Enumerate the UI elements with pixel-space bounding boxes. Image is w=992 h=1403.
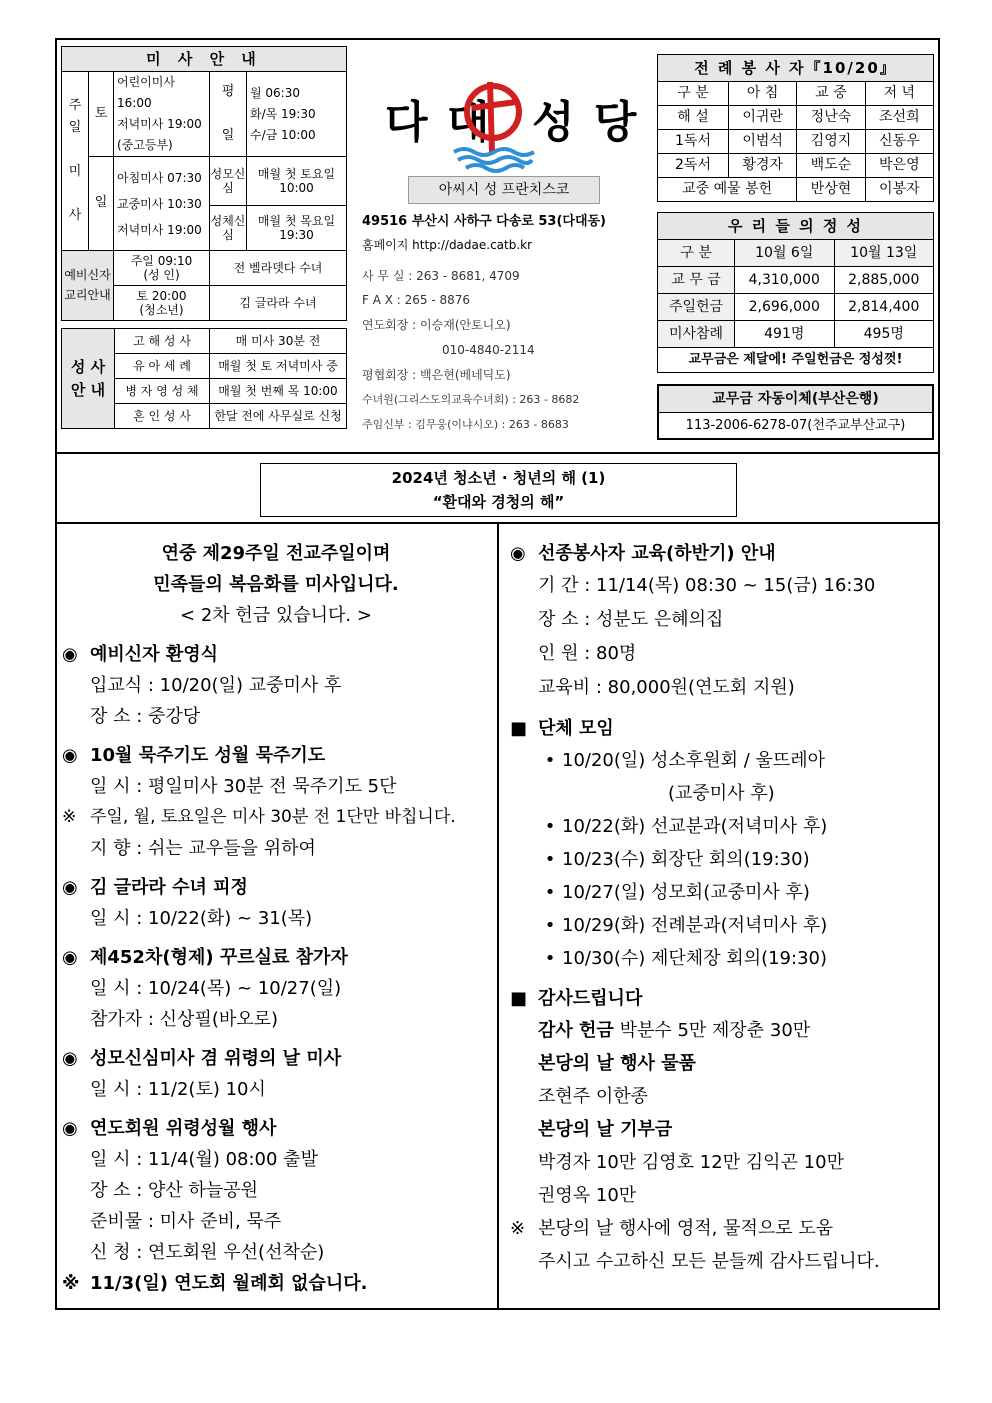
thanks-line: 조현주 이한종 <box>538 1086 649 1107</box>
year-theme-line1: 2024년 청소년 · 청년의 해 (1) <box>391 469 606 487</box>
servers-cell: 백도순 <box>797 154 865 178</box>
servers-offering-label: 교중 예물 봉헌 <box>658 178 797 202</box>
offerings-note: 교무금은 제달에! 주일헌금은 정성껏! <box>658 348 934 373</box>
thanks-line: 박경자 10만 김영호 12만 김익곤 10만 <box>538 1152 844 1173</box>
divider-header <box>55 452 940 454</box>
offerings-title: 우 리 들 의 정 성 <box>658 213 934 240</box>
meeting-item: • 10/23(수) 회장단 회의(19:30) <box>510 843 935 876</box>
notice-title: ◉ 연도회원 위령성월 행사 <box>62 1113 490 1144</box>
note-mark-icon: ※ <box>62 1273 80 1294</box>
notice-note: ※ 11/3(일) 연도회 월례회 없습니다. <box>62 1268 490 1299</box>
heart-jesus-time: 매월 첫 목요일 19:30 <box>247 206 347 251</box>
offerings-value: 2,885,000 <box>834 267 934 294</box>
dot-bullet-icon: • <box>544 750 556 771</box>
offerings-value: 495명 <box>834 321 934 348</box>
weekday-times: 월 06:30 화/목 19:30 수/금 10:00 <box>247 72 347 157</box>
auto-transfer-title: 교무금 자동이체(부산은행) <box>659 386 932 413</box>
catechumen-youth: 토 20:00 (청소년) <box>114 286 210 321</box>
parish-homepage: 홈페이지 http://dadae.catb.kr <box>362 238 533 252</box>
parish-name-right: 성 당 <box>532 97 639 148</box>
servers-cell: 황경자 <box>729 154 797 178</box>
radio-bullet-icon: ◉ <box>510 543 526 564</box>
notice-line: 일 시 : 평일미사 30분 전 묵주기도 5단 <box>90 776 397 797</box>
servers-role: 1독서 <box>658 130 729 154</box>
radio-bullet-icon: ◉ <box>62 877 78 898</box>
sacrament-name: 혼 인 성 사 <box>115 404 210 429</box>
thanks-label: 본당의 날 기부금 <box>538 1119 673 1140</box>
meeting-item: • 10/22(화) 선교분과(저녁미사 후) <box>510 810 935 843</box>
notice-line: 일 시 : 11/4(월) 08:00 출발 <box>90 1149 318 1170</box>
meeting-item: • 10/27(일) 성모회(교중미사 후) <box>510 876 935 909</box>
servers-header: 구 분 <box>658 82 729 106</box>
catechumen-adult: 주일 09:10 (성 인) <box>114 251 210 286</box>
auto-transfer-account: 113-2006-6278-07(천주교부산교구) <box>685 418 906 433</box>
saturday-masses: 어린이미사 16:00 저녁미사 19:00 (중고등부) <box>114 72 210 157</box>
catechumen-adult-teacher: 전 벨라뎃다 수녀 <box>210 251 347 286</box>
catechumen-youth-teacher: 김 글라라 수녀 <box>210 286 347 321</box>
notice-line: 지 향 : 쉬는 교우들을 위하여 <box>90 838 316 859</box>
notice-title: ◉ 성모신심미사 겸 위령의 날 미사 <box>62 1043 490 1074</box>
sacrament-label: 성 사 안 내 <box>62 329 115 429</box>
sacrament-time: 매월 첫 번째 목 10:00 <box>210 379 347 404</box>
notice-line: 입교식 : 10/20(일) 교중미사 후 <box>90 675 342 696</box>
servers-cell: 이귀란 <box>729 106 797 130</box>
sacrament-name: 병 자 영 성 체 <box>115 379 210 404</box>
radio-bullet-icon: ◉ <box>62 947 78 968</box>
thanks-line: 권영옥 10만 <box>538 1185 637 1206</box>
offerings-label: 미사참례 <box>658 321 735 348</box>
notice-title: ◉ 제452차(형제) 꾸르실료 참가자 <box>62 942 490 973</box>
heart-mary-time: 매월 첫 토요일 10:00 <box>247 157 347 206</box>
servers-title: 전 례 봉 사 자『10/20』 <box>658 55 934 82</box>
liturgy-servers-table <box>657 54 934 202</box>
meeting-item: • 10/30(수) 제단체장 회의(19:30) <box>510 942 935 975</box>
notice-line: 장 소 : 양산 하늘공원 <box>90 1180 259 1201</box>
sisters-phone: 수녀원(그리스도의교육수녀회) : 263 - 8682 <box>362 393 580 406</box>
dot-bullet-icon: • <box>544 948 556 969</box>
offerings-table <box>657 212 934 373</box>
year-theme-line2: “환대와 경청의 해” <box>432 493 565 511</box>
meeting-item: • 10/29(화) 전례분과(저녁미사 후) <box>510 909 935 942</box>
servers-header: 교 중 <box>797 82 865 106</box>
radio-bullet-icon: ◉ <box>62 1118 78 1139</box>
note-mark-icon: ※ <box>510 1218 526 1239</box>
sunday-mass-label: 주 일 미 사 <box>62 72 89 251</box>
servers-cell: 이범석 <box>729 130 797 154</box>
servers-cell: 박은영 <box>865 154 933 178</box>
notice-note: ※ 주일, 월, 토요일은 미사 30분 전 1단만 바칩니다. <box>62 802 490 833</box>
notice-line: 일 시 : 10/24(목) ~ 10/27(일) <box>90 978 342 999</box>
servers-cell: 정난숙 <box>797 106 865 130</box>
intro-line2: 민족들의 복음화를 미사입니다. <box>153 574 399 595</box>
catechumen-label: 예비신자교리안내 <box>62 251 114 321</box>
right-column <box>510 538 935 1278</box>
notice-title: ◉ 10월 묵주기도 성월 묵주기도 <box>62 740 490 771</box>
offerings-value: 4,310,000 <box>735 267 835 294</box>
notice-line: 기 간 : 11/14(목) 08:30 ~ 15(금) 16:30 <box>538 575 876 596</box>
radio-bullet-icon: ◉ <box>62 644 78 665</box>
patron-saint: 아씨시 성 프란치스코 <box>408 176 600 204</box>
servers-cell: 조선희 <box>865 106 933 130</box>
notice-title: ◉ 선종봉사자 교육(하반기) 안내 <box>510 538 935 569</box>
sunday-label: 일 <box>89 157 114 251</box>
sunday-masses: 아침미사 07:30 교중미사 10:30 저녁미사 19:00 <box>114 157 210 251</box>
offerings-value: 491명 <box>735 321 835 348</box>
notice-title: ◉ 김 글라라 수녀 피정 <box>62 872 490 903</box>
offerings-value: 2,696,000 <box>735 294 835 321</box>
radio-bullet-icon: ◉ <box>62 745 78 766</box>
notice-title: ◉ 예비신자 환영식 <box>62 639 490 670</box>
notice-line: 일 시 : 10/22(화) ~ 31(목) <box>90 908 313 929</box>
intro-line3: < 2차 헌금 있습니다. > <box>180 605 372 626</box>
dot-bullet-icon: • <box>544 816 556 837</box>
closing-note: ※ 본당의 날 행사에 영적, 물적으로 도움 <box>510 1212 935 1245</box>
sacrament-name: 고 해 성 사 <box>115 329 210 354</box>
thanks-label: 본당의 날 행사 물품 <box>538 1053 696 1074</box>
auto-transfer-box <box>657 384 934 440</box>
notice-line: 장 소 : 성분도 은혜의집 <box>538 609 724 630</box>
notice-line: 참가자 : 신상필(바오로) <box>90 1009 279 1030</box>
parish-address: 49516 부산시 사하구 다송로 53(다대동) <box>362 214 607 229</box>
yeondo-phone: 010-4840-2114 <box>442 343 535 357</box>
note-mark-icon: ※ <box>62 807 77 827</box>
notice-line: 인 원 : 80명 <box>538 643 637 664</box>
mass-info-table <box>61 46 347 321</box>
year-theme-box <box>260 463 737 517</box>
divider-columns <box>497 523 499 1309</box>
dot-bullet-icon: • <box>544 882 556 903</box>
notice-line: 장 소 : 중강당 <box>90 706 201 727</box>
meeting-item: (교중미사 후) <box>668 783 775 804</box>
sacrament-time: 매월 첫 토 저녁미사 중 <box>210 354 347 379</box>
servers-role: 해 설 <box>658 106 729 130</box>
offerings-label: 교 무 금 <box>658 267 735 294</box>
sacrament-time: 매 미사 30분 전 <box>210 329 347 354</box>
sacrament-table <box>61 328 347 429</box>
servers-cell: 이봉자 <box>865 178 933 202</box>
sacrament-name: 유 아 세 례 <box>115 354 210 379</box>
closing-note: 주시고 수고하신 모든 분들께 감사드립니다. <box>538 1251 880 1272</box>
notice-line: 준비물 : 미사 준비, 묵주 <box>90 1211 282 1232</box>
thanks-line: 감사 헌금 박분수 5만 제장춘 30만 <box>538 1020 811 1041</box>
priest-phone: 주임신부 : 김무웅(이냐시오) : 263 - 8683 <box>362 418 569 431</box>
sacrament-time: 한달 전에 사무실로 신청 <box>210 404 347 429</box>
servers-role: 2독서 <box>658 154 729 178</box>
notice-line: 신 청 : 연도회원 우선(선착순) <box>90 1242 325 1263</box>
saturday-label: 토 <box>89 72 114 157</box>
office-phone: 사 무 실 : 263 - 8681, 4709 <box>362 269 520 283</box>
servers-header: 아 침 <box>729 82 797 106</box>
meeting-item: • 10/20(일) 성소후원회 / 울뜨레아 <box>510 744 935 777</box>
fax-number: F A X : 265 - 8876 <box>362 293 471 307</box>
square-bullet-icon: ■ <box>510 718 528 739</box>
dot-bullet-icon: • <box>544 849 556 870</box>
offerings-value: 2,814,400 <box>834 294 934 321</box>
notice-title: ■ 단체 모임 <box>510 713 935 744</box>
offerings-header: 10월 6일 <box>735 240 835 267</box>
offerings-header: 구 분 <box>658 240 735 267</box>
left-column <box>62 538 490 1299</box>
notice-title: ■ 감사드립니다 <box>510 983 935 1014</box>
weekday-label: 평 일 <box>210 72 247 157</box>
council-president: 평협회장 : 백은현(베네딕도) <box>362 368 511 382</box>
servers-cell: 신동우 <box>865 130 933 154</box>
heart-mary-label: 성모신심 <box>210 157 247 206</box>
parish-name-left: 다 대 <box>385 97 492 148</box>
dot-bullet-icon: • <box>544 915 556 936</box>
notice-line: 교육비 : 80,000원(연도회 지원) <box>538 677 795 698</box>
intro-line1: 연중 제29주일 전교주일이며 <box>161 543 391 564</box>
offerings-label: 주일헌금 <box>658 294 735 321</box>
offerings-header: 10월 13일 <box>834 240 934 267</box>
servers-header: 저 녁 <box>865 82 933 106</box>
radio-bullet-icon: ◉ <box>62 1048 78 1069</box>
yeondo-president: 연도회장 : 이승재(안토니오) <box>362 318 511 332</box>
servers-cell: 김영지 <box>797 130 865 154</box>
notice-line: 일 시 : 11/2(토) 10시 <box>90 1079 266 1100</box>
servers-cell: 반상현 <box>797 178 865 202</box>
square-bullet-icon: ■ <box>510 988 528 1009</box>
parish-logo-icon <box>448 74 538 174</box>
heart-jesus-label: 성체신심 <box>210 206 247 251</box>
mass-info-title: 미 사 안 내 <box>62 47 347 72</box>
